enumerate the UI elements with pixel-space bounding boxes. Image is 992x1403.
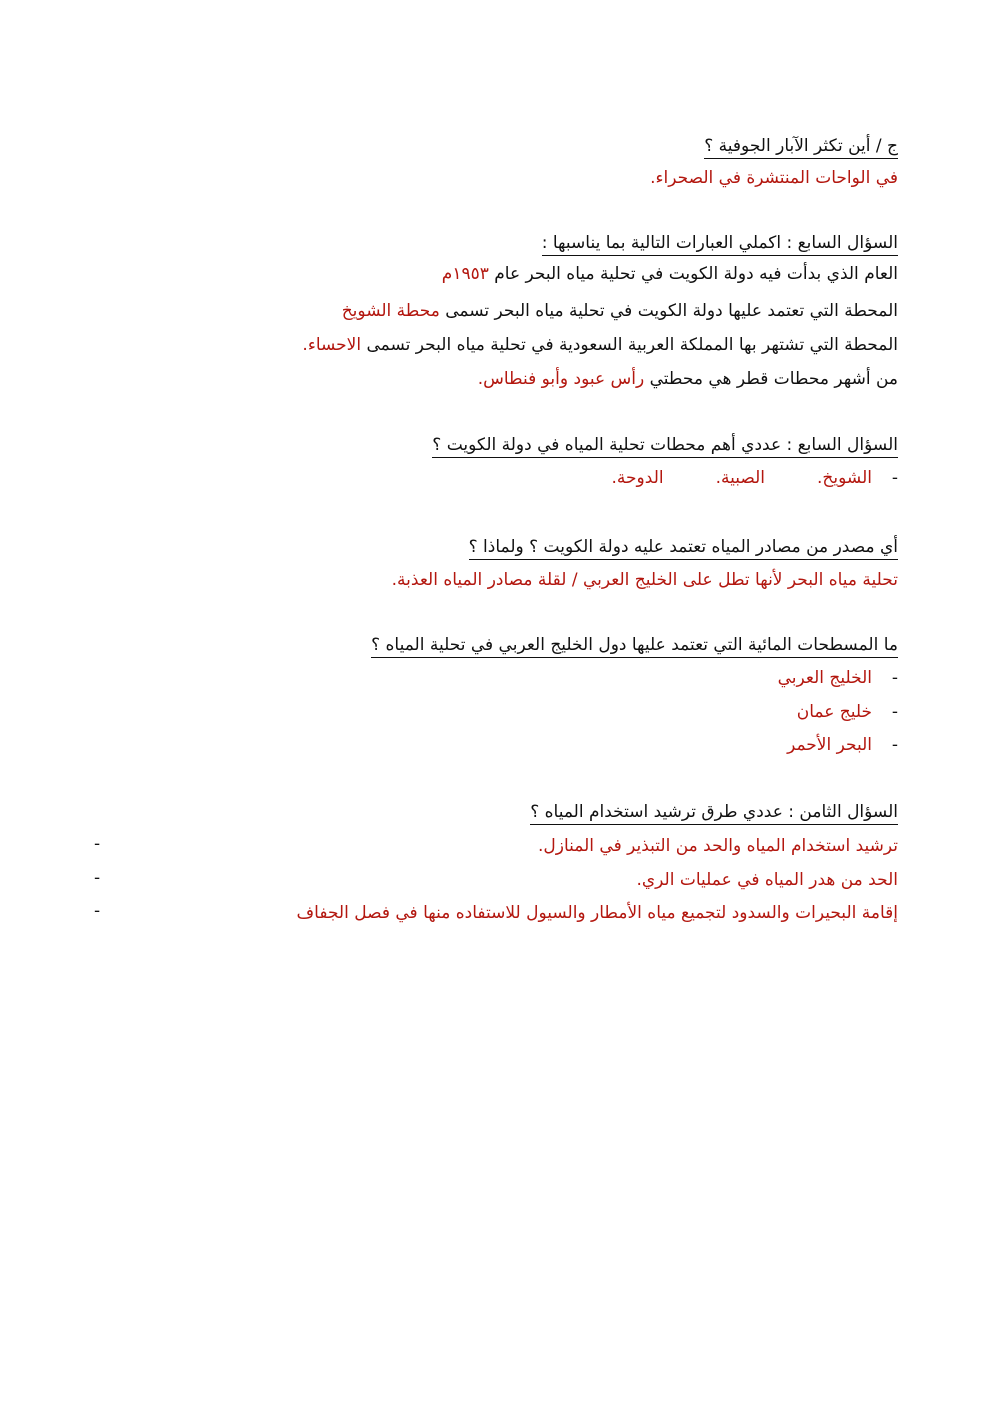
q5-answer-row-3 xyxy=(787,733,898,757)
q2-item-3-answer: الاحساء. xyxy=(302,335,362,355)
q2-item-2-text: المحطة التي تعتمد عليها دولة الكويت في تحلية مياه البحر تسمى xyxy=(439,301,898,321)
q3-answer-1: الشويخ. xyxy=(817,468,872,488)
q2-item-2 xyxy=(342,299,898,323)
q6-question: السؤال الثامن : عددي طرق ترشيد استخدام المياه ؟ xyxy=(530,802,898,825)
q1-question-line xyxy=(704,134,898,158)
q2-item-4-answer: رأس عبود وأبو فنطاس. xyxy=(477,369,645,389)
q4-question-line xyxy=(469,535,898,559)
q6-bullet-1: - xyxy=(94,834,101,854)
q5-answer-3: البحر الأحمر xyxy=(787,735,872,755)
q2-item-3-text: المحطة التي تشتهر بها المملكة العربية السعودية في تحلية مياه البحر تسمى xyxy=(361,335,898,355)
q2-item-2-answer: محطة الشويخ xyxy=(341,301,440,321)
q2-item-1 xyxy=(442,262,898,286)
q2-item-1-text: العام الذي بدأت فيه دولة الكويت في تحلية مياه البحر عام xyxy=(488,264,898,284)
q5-answer-1: الخليج العربي xyxy=(777,668,872,688)
q4-question: أي مصدر من مصادر المياه تعتمد عليه دولة الكويت ؟ ولماذا ؟ xyxy=(469,537,898,560)
q6-bullet-2: - xyxy=(94,868,101,888)
q1-question: ج / أين تكثر الآبار الجوفية ؟ xyxy=(704,136,898,159)
q5-bullet-1: - xyxy=(891,668,898,688)
q3-answers-row xyxy=(612,466,898,490)
q6-answer-3: إقامة البحيرات والسدود لتجميع مياه الأمطار والسيول للاستفاده منها في فصل الجفاف xyxy=(296,903,898,923)
q5-answer-2: خليج عمان xyxy=(796,702,872,722)
q6-bullet-3: - xyxy=(94,901,101,921)
q6-answer-2: الحد من هدر المياه في عمليات الري. xyxy=(636,870,898,890)
q2-item-4 xyxy=(478,367,898,391)
q3-answer-2: الصبية. xyxy=(715,468,766,488)
q2-question-line xyxy=(542,231,898,255)
q5-question-line xyxy=(371,633,898,657)
q5-bullet-2: - xyxy=(891,702,898,722)
q2-item-3 xyxy=(302,333,898,357)
q2-item-1-answer: ١٩٥٣م xyxy=(441,264,489,284)
q2-item-4-text: من أشهر محطات قطر هي محطتي xyxy=(644,369,898,389)
q5-answer-row-2 xyxy=(797,700,898,724)
q3-bullet: - xyxy=(891,468,898,488)
q5-bullet-3: - xyxy=(891,735,898,755)
q5-answer-row-1 xyxy=(778,666,898,690)
q6-answer-1: ترشيد استخدام المياه والحد من التبذير في المنازل. xyxy=(538,836,898,856)
q4-answer: تحلية مياه البحر لأنها تطل على الخليج العربي / لقلة مصادر المياه العذبة. xyxy=(391,570,898,590)
q1-answer: في الواحات المنتشرة في الصحراء. xyxy=(650,168,898,188)
q2-question: السؤال السابع : اكملي العبارات التالية بما يناسبها : xyxy=(542,233,898,256)
q6-question-line xyxy=(530,800,898,824)
q3-question: السؤال السابع : عددي أهم محطات تحلية المياه في دولة الكويت ؟ xyxy=(432,435,898,458)
q5-question: ما المسطحات المائية التي تعتمد عليها دول الخليج العربي في تحلية المياه ؟ xyxy=(371,635,898,658)
q3-question-line xyxy=(432,433,898,457)
q3-answer-3: الدوحة. xyxy=(611,468,664,488)
